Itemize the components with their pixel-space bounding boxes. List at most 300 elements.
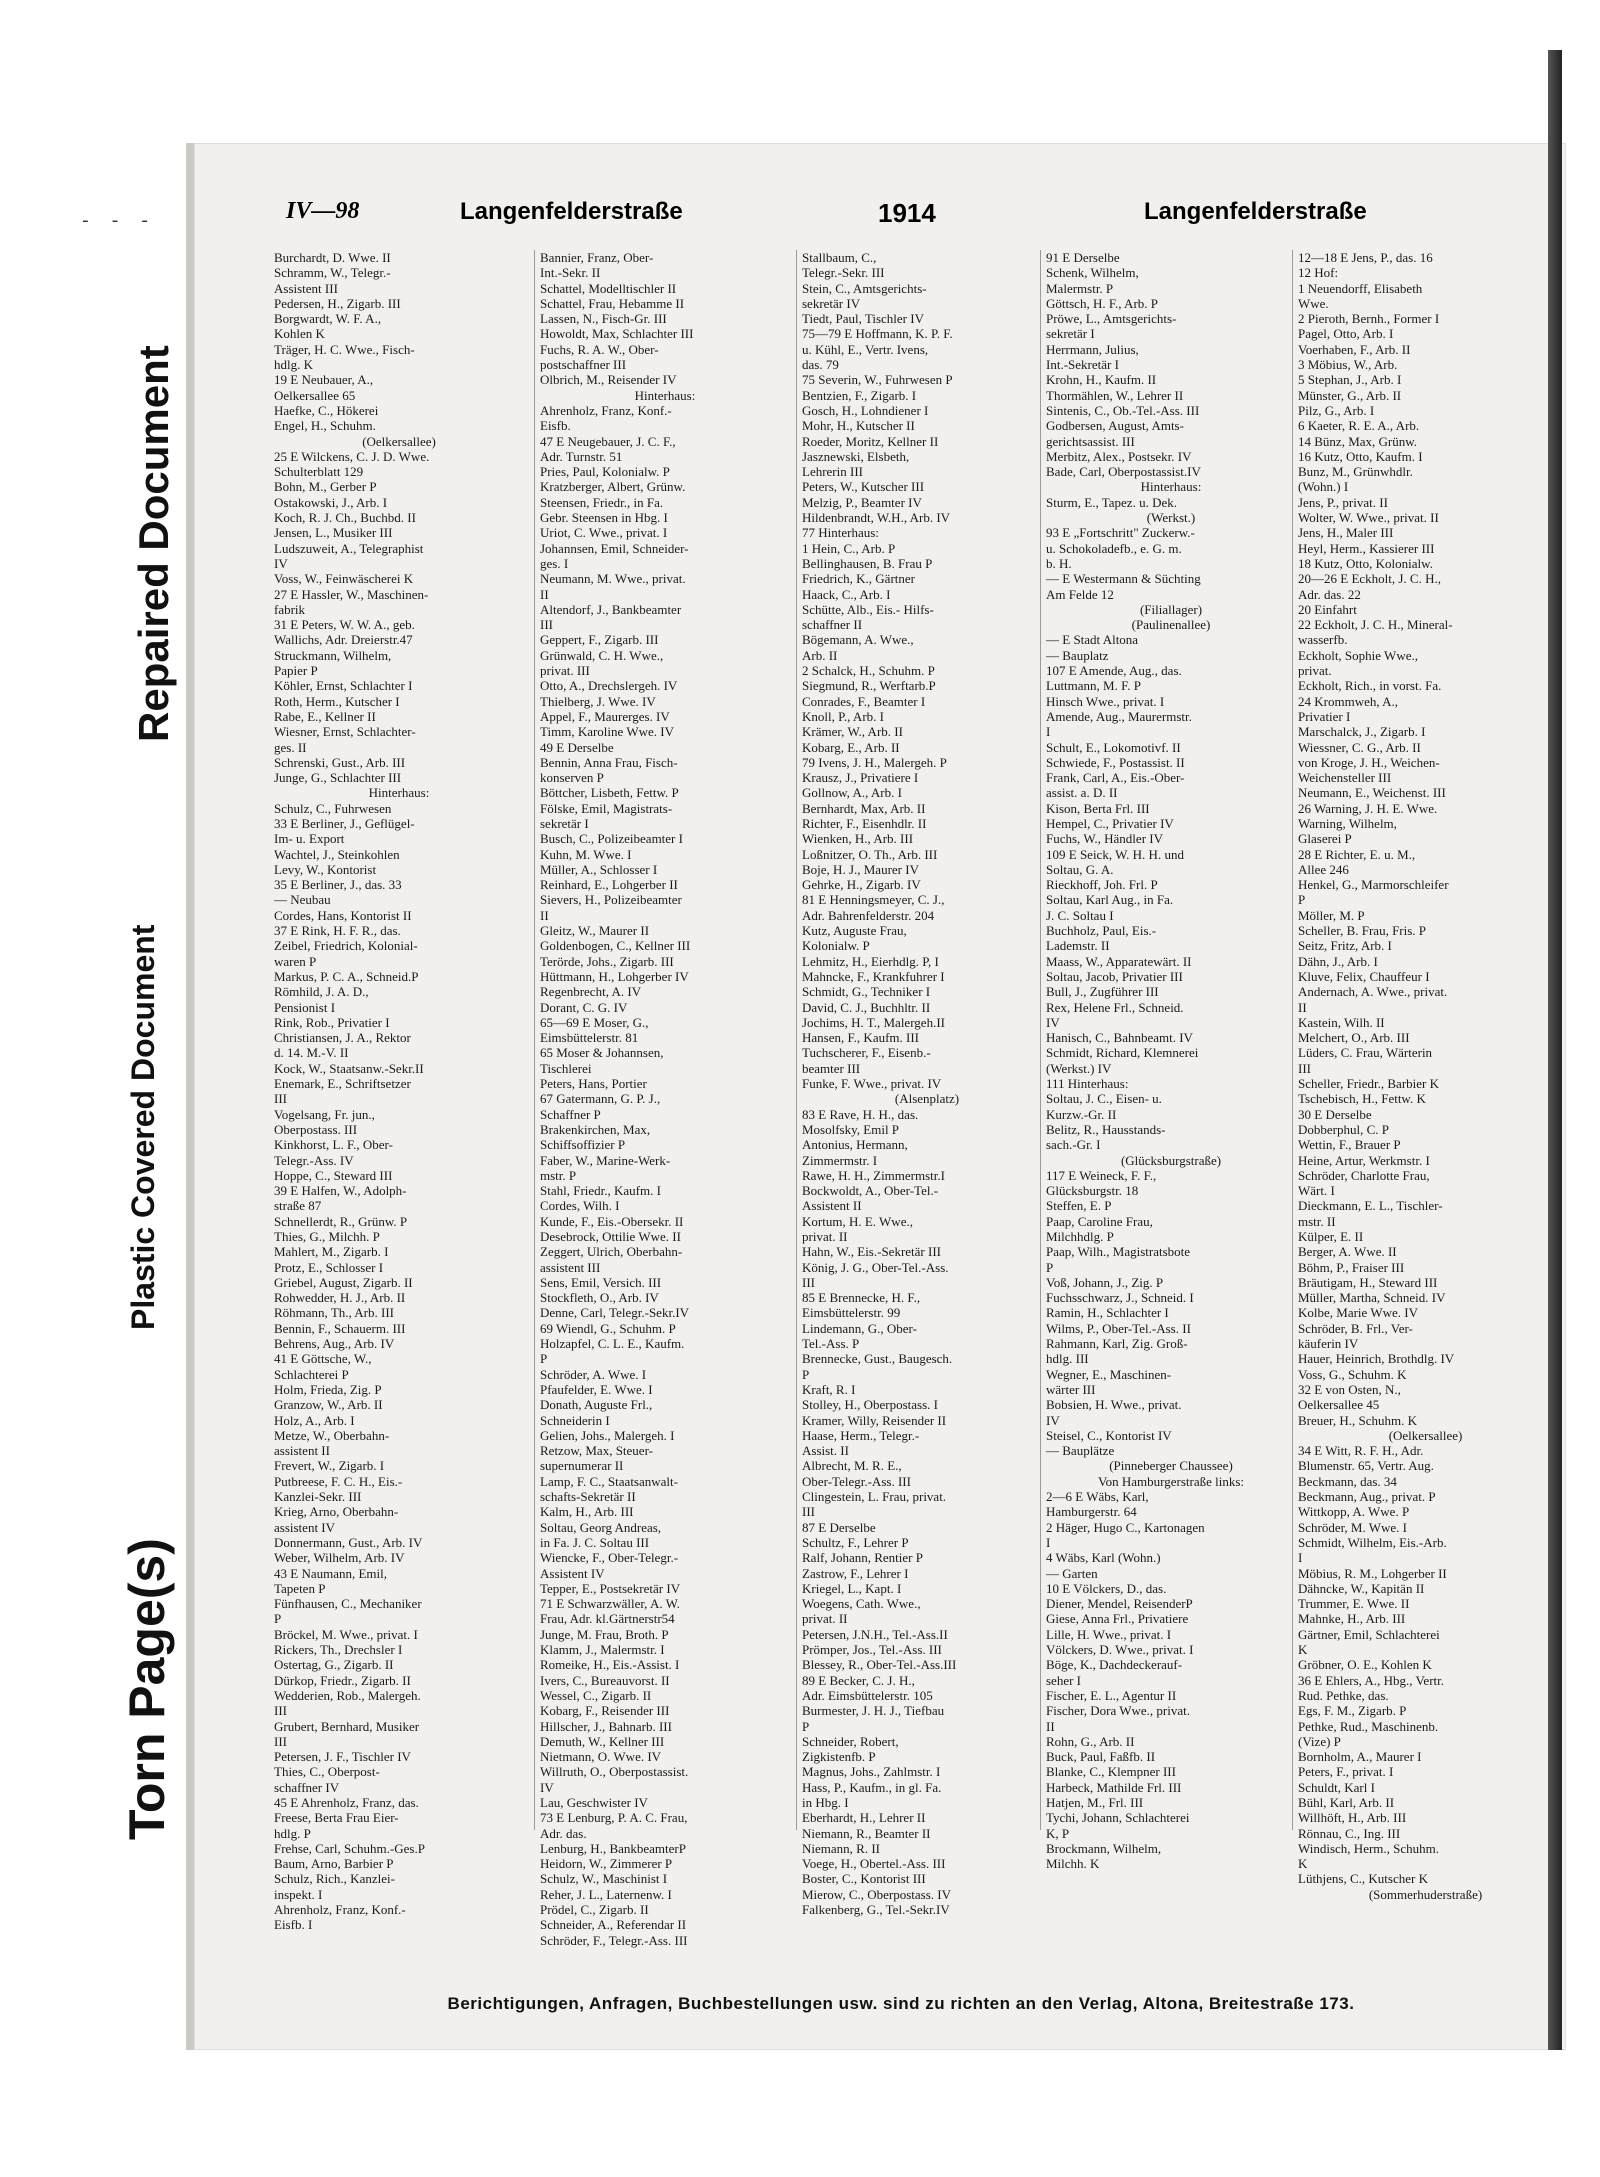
directory-entry-line: Wiessner, C. G., Arb. II [1298, 739, 1421, 755]
directory-entry-line: Zeibel, Friedrich, Kolonial- [274, 938, 418, 954]
directory-entry-line: Howoldt, Max, Schlachter III [540, 326, 694, 342]
directory-entry-line: Uriot, C. Wwe., privat. I [540, 525, 668, 541]
directory-entry-line: Schwiede, F., Postassist. II [1046, 754, 1185, 770]
directory-entry-line: Ober-Telegr.-Ass. III [802, 1473, 911, 1489]
directory-entry-line: Gehrke, H., Zigarb. IV [802, 877, 921, 893]
directory-entry-line: IV [1046, 1412, 1060, 1428]
directory-entry-line: Schultz, F., Lehrer P [802, 1534, 909, 1550]
directory-entry-line: Im- u. Export [274, 831, 345, 847]
directory-entry-line: Kutz, Auguste Frau, [802, 923, 907, 939]
directory-entry-line: Melchert, O., Arb. III [1298, 1030, 1410, 1046]
street-title-right: Langenfelderstraße [1144, 198, 1367, 225]
directory-entry-line: Bockwoldt, A., Ober-Tel.- [802, 1183, 939, 1199]
directory-entry-line: schafts-Sekretär II [540, 1489, 636, 1505]
directory-entry-line: Seitz, Fritz, Arb. I [1298, 938, 1392, 954]
directory-entry-line: K [1298, 1642, 1308, 1658]
directory-entry-line: Granzow, W., Arb. II [274, 1397, 383, 1413]
directory-entry-line: Grubert, Bernhard, Musiker [274, 1718, 420, 1734]
directory-entry-line: Krieg, Arno, Oberbahn- [274, 1504, 399, 1520]
directory-entry-line: Metze, W., Oberbahn- [274, 1427, 390, 1443]
directory-entry-line: IV [540, 1779, 554, 1795]
directory-entry-line: Struckmann, Wilhelm, [274, 647, 392, 663]
directory-entry-line: Jasznewski, Elsbeth, [802, 448, 910, 464]
directory-entry-line: 30 E Derselbe [1298, 1106, 1372, 1122]
directory-entry-line: Kalm, H., Arb. III [540, 1504, 634, 1520]
directory-entry-line: 93 E „Fortschritt" Zuckerw.- [1046, 525, 1195, 541]
directory-entry-line: Schulterblatt 129 [274, 464, 364, 480]
directory-entry-line: Wolter, W. Wwe., privat. II [1298, 510, 1439, 526]
directory-entry-line: Peters, W., Kutscher III [802, 479, 925, 495]
directory-entry-line: Milchh. K [1046, 1856, 1100, 1872]
directory-entry-line: Godbersen, August, Amts- [1046, 418, 1184, 434]
directory-entry-line: 75—79 E Hoffmann, K. P. F. [802, 326, 953, 342]
directory-entry-line: Rawe, H. H., Zimmermstr.I [802, 1167, 945, 1183]
directory-entry-line: hdlg. K [274, 357, 313, 373]
directory-entry-line: Zigkistenfb. P [802, 1749, 876, 1765]
directory-entry-line: Ralf, Johann, Rentier P [802, 1550, 923, 1566]
directory-entry-line: Magnus, Johs., Zahlmstr. I [802, 1764, 941, 1780]
directory-entry-line: wasserfb. [1298, 632, 1348, 648]
directory-entry-line: Behrens, Aug., Arb. IV [274, 1336, 395, 1352]
directory-entry-line: Frehse, Carl, Schuhm.-Ges.P [274, 1840, 425, 1856]
directory-entry-line: Wettin, F., Brauer P [1298, 1137, 1401, 1153]
directory-entry-line: — E Westermann & Süchting [1046, 571, 1201, 587]
directory-entry-line: Kolonialw. P [802, 938, 870, 954]
directory-entry-line: Mierow, C., Oberpostass. IV [802, 1886, 951, 1902]
directory-entry-line: Zastrow, F., Lehrer I [802, 1565, 909, 1581]
directory-entry-line: Frank, Carl, A., Eis.-Ober- [1046, 770, 1185, 786]
directory-entry-line: Lassen, N., Fisch-Gr. III [540, 311, 667, 327]
directory-entry-line: Tapeten P [274, 1580, 326, 1596]
directory-entry-line: Böge, K., Dachdeckerauf- [1046, 1657, 1183, 1673]
directory-entry-line: Kortum, H. E. Wwe., [802, 1213, 913, 1229]
directory-entry-line: Timm, Karoline Wwe. IV [540, 724, 674, 740]
directory-entry-line: Schröder, B. Frl., Ver- [1298, 1320, 1413, 1336]
directory-entry-line: Koch, R. J. Ch., Buchbd. II [274, 510, 416, 526]
directory-entry-line: privat. II [802, 1611, 848, 1627]
directory-entry-line: Hatjen, M., Frl. III [1046, 1794, 1144, 1810]
directory-entry-line: Tepper, E., Postsekretär IV [540, 1580, 681, 1596]
directory-entry-line: inspekt. I [274, 1886, 323, 1902]
directory-entry-line: 4 Wäbs, Karl (Wohn.) [1046, 1550, 1161, 1566]
directory-entry-line: Baum, Arno, Barbier P [274, 1856, 394, 1872]
directory-entry-line: Hass, P., Kaufm., in gl. Fa. [802, 1779, 942, 1795]
page-number: IV—98 [286, 198, 360, 224]
directory-entry-line: Int.-Sekr. II [540, 265, 601, 281]
directory-entry-line: Rabe, E., Kellner II [274, 708, 376, 724]
directory-entry-line: Assistent IV [540, 1565, 605, 1581]
directory-entry-line: Merbitz, Alex., Postsekr. IV [1046, 448, 1192, 464]
directory-entry-line: Bohn, M., Gerber P [274, 479, 377, 495]
directory-entry-line: Brennecke, Gust., Baugesch. [802, 1351, 953, 1367]
directory-entry-line: Heyl, Herm., Kassierer III [1298, 540, 1435, 556]
directory-entry-line: Adr. Turnstr. 51 [540, 448, 623, 464]
directory-entry-line: Altendorf, J., Bankbeamter [540, 601, 682, 617]
directory-entry-line: Cordes, Wilh. I [540, 1198, 620, 1214]
directory-entry-line: Otto, A., Drechslergeh. IV [540, 678, 678, 694]
directory-entry-line: Kobarg, F., Reisender III [540, 1703, 670, 1719]
directory-entry-line: Faber, W., Marine-Werk- [540, 1152, 671, 1168]
directory-entry-line: Niemann, R., Beamter II [802, 1825, 931, 1841]
directory-entry-line: Hansen, F., Kaufm. III [802, 1030, 920, 1046]
column-divider [534, 250, 535, 1830]
directory-entry-line: Mahlert, M., Zigarb. I [274, 1244, 389, 1260]
directory-entry-line: Wachtel, J., Steinkohlen [274, 846, 400, 862]
directory-entry-line: Lenburg, H., BankbeamterP [540, 1840, 686, 1856]
directory-entry-line: sekretär IV [802, 295, 861, 311]
directory-entry-line: 1 Hein, C., Arb. P [802, 540, 896, 556]
directory-entry-line: Siegmund, R., Werftarb.P [802, 678, 936, 694]
directory-entry-line: Henkel, G., Marmorschleifer [1298, 877, 1449, 893]
directory-entry-line: Hamburgerstr. 64 [1046, 1504, 1137, 1520]
directory-entry-line: Hinterhaus: [368, 785, 430, 801]
directory-entry-line: sekretär I [540, 815, 589, 831]
directory-entry-line: Soltau, Karl Aug., in Fa. [1046, 892, 1174, 908]
directory-entry-line: 85 E Brennecke, H. F., [802, 1290, 921, 1306]
directory-entry-line: (Oelkersallee) [1388, 1427, 1463, 1443]
directory-entry-line: Lüthjens, C., Kutscher K [1298, 1871, 1428, 1887]
directory-entry-line: Eisfb. I [274, 1917, 313, 1933]
directory-entry-line: Thies, C., Oberpost- [274, 1764, 380, 1780]
directory-entry-line: 91 E Derselbe [1046, 250, 1120, 265]
directory-entry-line: Dähn, J., Arb. I [1298, 953, 1378, 969]
directory-entry-line: Jens, P., privat. II [1298, 494, 1388, 510]
year: 1914 [878, 198, 936, 228]
directory-entry-line: 71 E Schwarzwäller, A. W. [540, 1596, 680, 1612]
directory-entry-line: Hempel, C., Privatier IV [1046, 815, 1174, 831]
plastic-covered-label: Plastic Covered Document [125, 924, 161, 1330]
directory-entry-line: Prömper, Jos., Tel.-Ass. III [802, 1642, 942, 1658]
directory-entry-line: 28 E Richter, E. u. M., [1298, 846, 1416, 862]
directory-entry-line: Desebrock, Ottilie Wwe. II [540, 1229, 681, 1244]
directory-entry-line: Schütte, Alb., Eis.- Hilfs- [802, 601, 934, 617]
directory-entry-line: III [802, 1504, 815, 1520]
directory-entry-line: Hüttmann, H., Lohgerber IV [540, 968, 689, 984]
directory-entry-line: Hildenbrandt, W.H., Arb. IV [802, 510, 951, 526]
directory-entry-line: Köhler, Ernst, Schlachter I [274, 678, 413, 694]
directory-entry-line: Ostertag, G., Zigarb. II [274, 1657, 394, 1673]
directory-entry-line: Kurzw.-Gr. II [1046, 1106, 1117, 1122]
directory-entry-line: 117 E Weineck, F. F., [1046, 1167, 1157, 1183]
directory-entry-line: Dähncke, W., Kapitän II [1298, 1580, 1425, 1596]
directory-entry-line: Borgwardt, W. F. A., [274, 311, 382, 327]
directory-entry-line: (Pinneberger Chaussee) [1109, 1458, 1233, 1474]
directory-entry-line: K, P [1046, 1825, 1070, 1841]
directory-entry-line: Voß, Johann, J., Zig. P [1046, 1274, 1164, 1290]
directory-entry-line: Frevert, W., Zigarb. I [274, 1458, 385, 1474]
directory-entry-line: Regenbrecht, A. IV [540, 984, 642, 1000]
directory-entry-line: Funke, F. Wwe., privat. IV [802, 1076, 942, 1092]
directory-entry-line: Hoppe, C., Steward III [274, 1167, 393, 1183]
directory-entry-line: Scheller, B. Frau, Fris. P [1298, 923, 1427, 939]
directory-entry-line: Loßnitzer, O. Th., Arb. III [802, 846, 938, 862]
directory-entry-line: 10 E Völckers, D., das. [1046, 1580, 1167, 1596]
directory-entry-line: Thies, G., Milchh. P [274, 1229, 380, 1244]
directory-entry-line: Schröder, F., Telegr.-Ass. III [540, 1932, 688, 1948]
directory-entry-line: Hinterhaus: [634, 387, 696, 403]
directory-entry-line: Burchardt, D. Wwe. II [274, 250, 391, 265]
directory-entry-line: seher I [1046, 1672, 1082, 1688]
directory-entry-line: (Werkst.) IV [1046, 1060, 1112, 1076]
street-title-left: Langenfelderstraße [460, 198, 683, 225]
directory-entry-line: Eimsbüttelerstr. 81 [540, 1030, 639, 1046]
directory-entry-line: Protz, E., Schlosser I [274, 1259, 384, 1275]
page-header [194, 198, 1566, 228]
directory-entry-line: Donnermann, Gust., Arb. IV [274, 1534, 423, 1550]
directory-entry-line: Reher, J. L., Laternenw. I [540, 1886, 672, 1902]
directory-entry-line: Papier P [274, 663, 318, 679]
directory-entry-line: assistent II [274, 1443, 330, 1459]
directory-entry-line: Stahl, Friedr., Kaufm. I [540, 1183, 661, 1199]
directory-entry-line: Bull, J., Zugführer III [1046, 984, 1159, 1000]
directory-entry-line: Voege, H., Obertel.-Ass. III [802, 1856, 946, 1872]
directory-entry-line: 39 E Halfen, W., Adolph- [274, 1183, 407, 1199]
directory-entry-line: (Werkst.) [1146, 510, 1196, 526]
directory-entry-line: 79 Ivens, J. H., Malergeh. P [802, 754, 947, 770]
directory-entry-line: Heidorn, W., Zimmerer P [540, 1856, 673, 1872]
directory-entry-line: Schult, E., Lokomotivf. II [1046, 739, 1181, 755]
directory-entry-line: hdlg. P [274, 1825, 311, 1841]
directory-entry-line: Bade, Carl, Oberpostassist.IV [1046, 464, 1201, 480]
column-4 [1046, 250, 1296, 1871]
directory-entry-line: Kratzberger, Albert, Grünw. [540, 479, 686, 495]
directory-entry-line: 41 E Göttsche, W., [274, 1351, 372, 1367]
directory-entry-line: mstr. P [540, 1167, 577, 1183]
directory-entry-line: König, J. G., Ober-Tel.-Ass. [802, 1259, 949, 1275]
directory-entry-line: Oelkersallee 65 [274, 387, 356, 403]
directory-entry-line: Belitz, R., Hausstands- [1046, 1121, 1166, 1137]
directory-entry-line: Müller, A., Schlosser I [540, 861, 658, 877]
directory-entry-line: Bräutigam, H., Steward III [1298, 1274, 1438, 1290]
directory-entry-line: Stallbaum, C., [802, 250, 877, 265]
directory-entry-line: Rohwedder, H. J., Arb. II [274, 1290, 406, 1306]
directory-entry-line: Steisel, C., Kontorist IV [1046, 1427, 1172, 1443]
directory-entry-line: II [540, 586, 549, 602]
directory-entry-line: Dürkop, Friedr., Zigarb. II [274, 1672, 411, 1688]
directory-entry-line: 2—6 E Wäbs, Karl, [1046, 1489, 1149, 1505]
directory-entry-line: hdlg. III [1046, 1351, 1089, 1367]
directory-entry-line: Breuer, H., Schuhm. K [1298, 1412, 1417, 1428]
directory-entry-line: — Bauplätze [1046, 1443, 1115, 1459]
directory-entry-line: (Paulinenallee) [1131, 617, 1211, 633]
directory-entry-line: Soltau, G. A. [1046, 861, 1114, 877]
directory-entry-line: Frau, Adr. kl.Gärtnerstr54 [540, 1611, 675, 1627]
directory-entry-line: Eckholt, Rich., in vorst. Fa. [1298, 678, 1442, 694]
directory-entry-line: Malermstr. P [1046, 280, 1114, 296]
directory-entry-line: Tychi, Johann, Schlachterei [1046, 1810, 1190, 1826]
directory-entry-line: Scheller, Friedr., Barbier K [1298, 1076, 1439, 1092]
directory-entry-line: Brakenkirchen, Max, [540, 1121, 651, 1137]
directory-entry-line: Klamm, J., Malermstr. I [540, 1642, 665, 1658]
directory-entry-line: 26 Warning, J. H. E. Wwe. [1298, 800, 1438, 816]
directory-entry-line: Wwe. [1298, 295, 1329, 311]
directory-entry-line: Römhild, J. A. D., [274, 984, 369, 1000]
directory-entry-line: Harbeck, Mathilde Frl. III [1046, 1779, 1182, 1795]
directory-entry-line: Appel, F., Maurerges. IV [540, 708, 670, 724]
directory-entry-line: Zeggert, Ulrich, Oberbahn- [540, 1244, 683, 1260]
directory-entry-line: Pensionist I [274, 999, 336, 1015]
directory-entry-line: Herrmann, Julius, [1046, 341, 1139, 357]
column-1 [274, 250, 524, 1933]
directory-entry-line: Glaserei P [1298, 831, 1352, 847]
directory-entry-line: Heine, Artur, Werkmstr. I [1298, 1152, 1430, 1168]
directory-entry-line: postschaffner III [540, 357, 627, 373]
directory-entry-line: b. H. [1046, 555, 1072, 571]
directory-entry-line: d. 14. M.-V. II [274, 1045, 349, 1061]
directory-entry-line: Sturm, E., Tapez. u. Dek. [1046, 494, 1177, 510]
directory-entry-line: David, C. J., Buchhltr. II [802, 999, 931, 1015]
directory-entry-line: Luttmann, M. F. P [1046, 678, 1142, 694]
directory-entry-line: Putbreese, F. C. H., Eis.- [274, 1473, 403, 1489]
directory-entry-line: 45 E Ahrenholz, Franz, das. [274, 1794, 419, 1810]
directory-entry-line: Junge, M. Frau, Broth. P [540, 1626, 669, 1642]
directory-entry-line: 47 E Neugebauer, J. C. F., [540, 433, 676, 449]
directory-entry-line: Lamp, F. C., Staatsanwalt- [540, 1473, 678, 1489]
directory-entry-line: Tel.-Ass. P [802, 1336, 860, 1352]
directory-entry-line: Wilms, P., Ober-Tel.-Ass. II [1046, 1320, 1191, 1336]
directory-entry-line: Falkenberg, G., Tel.-Sekr.IV [802, 1902, 950, 1918]
directory-entry-line: Haase, Herm., Telegr.- [802, 1427, 920, 1443]
directory-entry-line: Fünfhausen, C., Mechaniker [274, 1596, 422, 1612]
directory-entry-line: Peters, F., privat. I [1298, 1764, 1394, 1780]
directory-entry-line: Dieckmann, E. L., Tischler- [1298, 1198, 1443, 1214]
directory-entry-line: Rieckhoff, Joh. Frl. P [1046, 877, 1158, 893]
directory-entry-line: P [540, 1351, 548, 1367]
directory-entry-line: Gelien, Johs., Malergeh. I [540, 1427, 675, 1443]
directory-entry-line: Tuchscherer, F., Eisenb.- [802, 1045, 931, 1061]
directory-entry-line: 31 E Peters, W. W. A., geb. [274, 617, 415, 633]
directory-entry-line: Eimsbüttelerstr. 99 [802, 1305, 901, 1321]
directory-entry-line: Krausz, J., Privatiere I [802, 770, 919, 786]
directory-entry-line: schaffner II [802, 617, 863, 633]
directory-entry-line: (Glücksburgstraße) [1120, 1152, 1222, 1168]
directory-entry-line: Pilz, G., Arb. I [1298, 402, 1375, 418]
directory-entry-line: III [274, 1091, 287, 1107]
directory-entry-line: 87 E Derselbe [802, 1519, 876, 1535]
directory-entry-line: Andernach, A. Wwe., privat. [1298, 984, 1448, 1000]
directory-entry-line: Pries, Paul, Kolonialw. P [540, 464, 670, 480]
directory-entry-line: Bentzien, F., Zigarb. I [802, 387, 917, 403]
directory-entry-line: Kolbe, Marie Wwe. IV [1298, 1305, 1418, 1321]
directory-entry-line: Schlachterei P [274, 1366, 349, 1382]
directory-entry-line: Rahmann, Karl, Zig. Groß- [1046, 1336, 1188, 1352]
directory-entry-line: Kramer, Willy, Reisender II [802, 1412, 947, 1428]
directory-entry-line: Lademstr. II [1046, 938, 1110, 954]
directory-entry-line: 5 Stephan, J., Arb. I [1298, 372, 1402, 388]
directory-entry-line: Burmester, J. H. J., Tiefbau [802, 1703, 945, 1719]
column-5 [1298, 250, 1553, 1902]
directory-entry-line: Amende, Aug., Maurermstr. [1046, 708, 1192, 724]
directory-entry-line: ges. II [274, 739, 307, 755]
directory-entry-line: Göttsch, H. F., Arb. P [1046, 295, 1158, 311]
directory-entry-line: 65—69 E Moser, G., [540, 1014, 649, 1030]
directory-entry-line: Eisfb. [540, 418, 571, 434]
directory-entry-line: Weichensteller III [1298, 770, 1392, 786]
directory-entry-line: Wienken, H., Arb. III [802, 831, 914, 847]
column-divider [796, 250, 797, 1830]
directory-entry-line: Schulz, Rich., Kanzlei- [274, 1871, 395, 1887]
directory-entry-line: Schenk, Wilhelm, [1046, 265, 1139, 281]
directory-entry-line: (Filiallager) [1139, 601, 1203, 617]
directory-entry-line: Niemann, R. II [802, 1840, 880, 1856]
directory-entry-line: (Vize) P [1298, 1733, 1341, 1749]
directory-entry-line: Dorant, C. G. IV [540, 999, 628, 1015]
directory-entry-line: Engel, H., Schuhm. [274, 418, 376, 434]
directory-entry-line: 109 E Seick, W. H. H. und [1046, 846, 1184, 862]
directory-entry-line: Kock, W., Staatsanw.-Sekr.II [274, 1060, 424, 1076]
directory-entry-line: Schröder, Charlotte Frau, [1298, 1167, 1430, 1183]
directory-entry-line: Möbius, R. M., Lohgerber II [1298, 1565, 1447, 1581]
directory-entry-line: Fischer, E. L., Agentur II [1046, 1687, 1177, 1703]
directory-entry-line: 111 Hinterhaus: [1046, 1076, 1129, 1092]
directory-entry-line: Enemark, E., Schriftsetzer [274, 1076, 411, 1092]
directory-entry-line: Gleitz, W., Maurer II [540, 923, 650, 939]
column-divider [1040, 250, 1041, 1830]
directory-entry-line: (Alsenplatz) [894, 1091, 960, 1107]
directory-entry-line: Thormählen, W., Lehrer II [1046, 387, 1184, 403]
directory-entry-line: Boster, C., Kontorist III [802, 1871, 926, 1887]
directory-entry-line: 12—18 E Jens, P., das. 16 [1298, 250, 1433, 265]
directory-entry-line: assistent III [540, 1259, 601, 1275]
directory-entry-line: Diener, Mendel, ReisenderP [1046, 1596, 1193, 1612]
directory-entry-line: Kohlen K [274, 326, 325, 342]
directory-entry-line: Paap, Wilh., Magistratsbote [1046, 1244, 1191, 1260]
directory-entry-line: Blanke, C., Klempner III [1046, 1764, 1176, 1780]
directory-entry-line: — Garten [1046, 1565, 1098, 1581]
directory-entry-line: Kastein, Wilh. II [1298, 1014, 1385, 1030]
directory-entry-line: Schrenski, Gust., Arb. III [274, 754, 406, 770]
directory-entry-line: Bröckel, M. Wwe., privat. I [274, 1626, 418, 1642]
directory-entry-line: Telegr.-Ass. IV [274, 1152, 354, 1168]
directory-entry-line: Ahrenholz, Franz, Konf.- [540, 402, 672, 418]
directory-entry-line: Soltau, Georg Andreas, [540, 1519, 662, 1535]
directory-entry-line: Sintenis, C., Ob.-Tel.-Ass. III [1046, 402, 1200, 418]
directory-entry-line: II [540, 907, 549, 923]
edge-dashes: - - - [80, 212, 155, 232]
directory-entry-line: Tischlerei [540, 1060, 592, 1076]
directory-entry-line: Conrades, F., Beamter I [802, 693, 926, 709]
directory-entry-line: Kanzlei-Sekr. III [274, 1489, 362, 1505]
directory-entry-line: I [1298, 1550, 1303, 1566]
directory-entry-line: Oelkersallee 45 [1298, 1397, 1380, 1413]
directory-entry-line: Allee 246 [1298, 861, 1349, 877]
directory-entry-line: Woegens, Cath. Wwe., [802, 1596, 921, 1612]
directory-entry-line: Holm, Frieda, Zig. P [274, 1381, 382, 1397]
directory-entry-line: Bobsien, H. Wwe., privat. [1046, 1397, 1182, 1413]
directory-entry-line: Pröwe, L., Amtsgerichts- [1046, 311, 1177, 327]
directory-entry-line: Pagel, Otto, Arb. I [1298, 326, 1394, 342]
directory-entry-line: fabrik [274, 601, 306, 617]
directory-entry-line: Wallichs, Adr. Dreierstr.47 [274, 632, 413, 648]
directory-entry-line: Voss, W., Feinwäscherei K [274, 571, 414, 587]
directory-entry-line: Böhm, P., Fraiser III [1298, 1259, 1405, 1275]
directory-entry-line: Rex, Helene Frl., Schneid. [1046, 999, 1184, 1015]
directory-entry-line: Assistent II [802, 1198, 862, 1214]
directory-entry-line: Krämer, W., Arb. II [802, 724, 903, 740]
directory-entry-line: Richter, F., Eisenhdlr. II [802, 815, 927, 831]
directory-entry-line: Wärt. I [1298, 1183, 1335, 1199]
directory-entry-line: Bennin, Anna Frau, Fisch- [540, 754, 678, 770]
directory-entry-line: 18 Kutz, Otto, Kolonialw. [1298, 555, 1433, 571]
directory-entry-line: Terörde, Johs., Zigarb. III [540, 953, 674, 969]
directory-entry-line: Lau, Geschwister IV [540, 1794, 648, 1810]
directory-entry-line: Goldenbogen, C., Kellner III [540, 938, 691, 954]
directory-entry-line: Gollnow, A., Arb. I [802, 785, 902, 801]
directory-entry-line: Tiedt, Paul, Tischler IV [802, 311, 924, 327]
directory-entry-line: Träger, H. C. Wwe., Fisch- [274, 341, 415, 357]
directory-entry-line: Assist. II [802, 1443, 849, 1459]
directory-entry-line: Tschebisch, H., Fettw. K [1298, 1091, 1426, 1107]
